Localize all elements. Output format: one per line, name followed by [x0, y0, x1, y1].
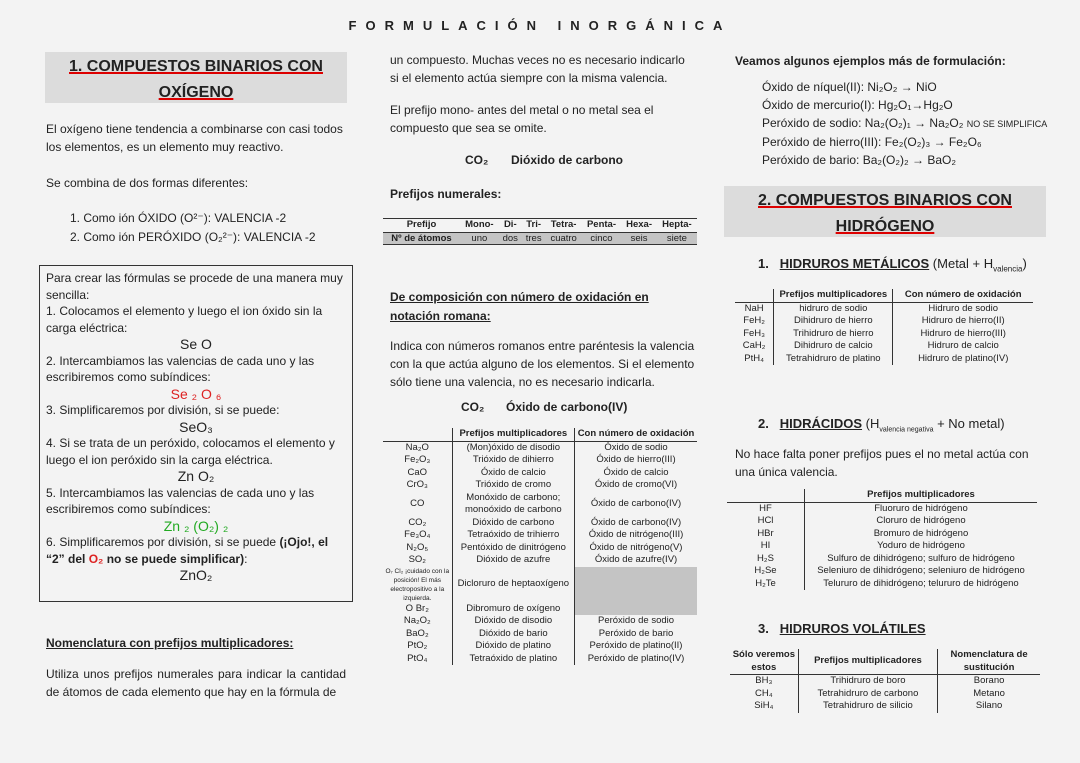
- table-header-row: [383, 428, 697, 441]
- table-row: [727, 565, 1037, 578]
- table-cell: Silano: [975, 700, 1003, 711]
- table-cell: NaH: [735, 302, 774, 315]
- table-cell: Peróxido de platino(IV): [587, 652, 685, 664]
- table-cell: Peróxido de platino(II): [589, 640, 683, 651]
- table-cell: SiH₄: [730, 700, 798, 713]
- table-cell: Fluoruro de hidrógeno: [874, 502, 968, 514]
- table-cell: Hidruro de sodio: [928, 302, 999, 314]
- table-row: [383, 542, 697, 555]
- table-row: [730, 688, 1040, 701]
- table-row: [727, 528, 1037, 541]
- forms-paragraph: Se combina de dos formas diferentes:: [46, 176, 249, 190]
- table-cell: [575, 567, 697, 603]
- table-cell: Peróxido de sodio: [597, 615, 675, 626]
- table-row: [727, 553, 1037, 566]
- table-cell: H₂Te: [727, 578, 805, 591]
- table-cell: Na₂O₂: [383, 615, 452, 628]
- table-row: [727, 502, 1037, 515]
- table-header-cell: Con número de oxidación: [575, 428, 697, 441]
- step-1: 1. Colocamos el elemento y luego el ion óxido sin la carga eléctrica:: [46, 304, 323, 335]
- table-cell: Dióxido de disodio: [452, 615, 574, 628]
- table-row: [735, 340, 1033, 353]
- section-1-heading: 1. COMPUESTOS BINARIOS CON OXÍGENO: [45, 52, 347, 103]
- table-cell: Óxido de nitrógeno(III): [588, 529, 684, 540]
- table-row: [730, 700, 1040, 713]
- example-name: Dióxido de carbono: [511, 153, 624, 167]
- prefix-header-cell: Tetra-: [546, 219, 582, 232]
- table-cell: Óxido de sodio: [604, 441, 668, 453]
- hidruros-metalicos-heading: 1. HIDRUROS METÁLICOS (Metal + $H_{valencia}$): [758, 256, 1027, 274]
- table-header-cell: [727, 489, 805, 502]
- table-header-cell: Nomenclatura de sustitución: [938, 649, 1040, 675]
- table-cell: Seleniuro de dihidrógeno; seleniuro de hidrógeno: [817, 565, 1025, 576]
- table-row: [727, 540, 1037, 553]
- example2-formula: CO₂: [461, 400, 485, 414]
- table-cell: Dicloruro de heptaoxígeno: [452, 567, 574, 603]
- table-cell: BH₃: [730, 675, 798, 688]
- table-cell: Telururo de dihidrógeno; telururo de hidrógeno: [823, 577, 1019, 589]
- table-cell: H₂Se: [727, 565, 805, 578]
- procedure-box: [39, 265, 353, 602]
- prefix-value-cell: cuatro: [550, 232, 577, 244]
- table-row: [383, 441, 697, 454]
- nomenclature-paragraph: Utiliza unos prefijos numerales para indicar la cantidad de átomos de cada elemento que hay en la fórmula de: [46, 667, 346, 699]
- mono-paragraph: El prefijo mono- antes del metal o no metal sea el compuesto que sea se omite.: [390, 103, 654, 135]
- table-header-cell: Prefijos multiplicadores: [798, 649, 938, 675]
- step-6: 6. Simplificaremos por división, si se puede (¡Ojo!, el “2” del O₂ no se puede simplificar):: [46, 535, 329, 566]
- table-cell: Yoduro de hidrógeno: [877, 540, 965, 551]
- table-cell: CaO: [383, 467, 452, 480]
- table-row: [727, 515, 1037, 528]
- table-cell: Óxido de carbono(IV): [590, 516, 682, 528]
- table-header-row: [727, 489, 1037, 502]
- table-row: [730, 675, 1040, 688]
- table-header-row: [735, 289, 1033, 302]
- table-cell: Hidruro de hierro(III): [920, 327, 1006, 339]
- table-cell: Trihidruro de boro: [798, 675, 938, 688]
- table-row: [727, 578, 1037, 591]
- step-3: 3. Simplificaremos por división, si se puede:: [46, 403, 280, 417]
- table-cell: HCl: [727, 515, 805, 528]
- table-header-cell: Con número de oxidación: [893, 289, 1033, 302]
- table-cell: PtH₄: [735, 353, 774, 366]
- table-cell: Dihidruro de hierro: [774, 315, 893, 328]
- table-cell: Dióxido de azufre: [452, 554, 574, 567]
- table-header-row: [730, 649, 1040, 675]
- table-cell: CaH₂: [735, 340, 774, 353]
- table-cell: Dibromuro de oxígeno: [452, 603, 574, 616]
- intro-paragraph: El oxígeno tiene tendencia a combinarse con casi todos los elementos, es un elemento muy reactivo.: [46, 122, 343, 154]
- table-row: [383, 640, 697, 653]
- table-cell: FeH₂: [735, 315, 774, 328]
- table-header-cell: Sólo veremos estos: [730, 649, 798, 675]
- table-row: [735, 328, 1033, 341]
- table-cell: PtO₂: [383, 640, 452, 653]
- table-row: [383, 603, 697, 616]
- section-2-heading: 2. COMPUESTOS BINARIOS CON HIDRÓGENO: [724, 186, 1046, 237]
- step-5: 5. Intercambiamos las valencias de cada uno y las escribiremos como subíndices:: [46, 485, 315, 516]
- formula-2: Se ₂ O ₆: [170, 385, 222, 402]
- table-cell: HBr: [727, 528, 805, 541]
- table-cell: Tetraóxido de trihierro: [452, 529, 574, 542]
- table-header-cell: Prefijos multiplicadores: [805, 489, 1038, 502]
- hidruros-metalicos-table: [735, 289, 1033, 365]
- table-cell: Pentóxido de dinitrógeno: [452, 542, 574, 555]
- hidruros-volatiles-table: [730, 649, 1040, 713]
- prefix-header-cell: Tri-: [522, 219, 546, 232]
- prefix-header-cell: Di-: [499, 219, 522, 232]
- prefix-header-cell: Penta-: [582, 219, 621, 232]
- table-cell: Tetrahidruro de platino: [774, 353, 893, 366]
- table-cell: Fe₂O₃: [383, 454, 452, 467]
- table-cell: CO₂: [383, 517, 452, 530]
- table-header-cell: [383, 428, 452, 441]
- table-row: [383, 492, 697, 517]
- hidruros-volatiles-heading: 3. HIDRUROS VOLÁTILES: [758, 621, 926, 636]
- prefix-paragraph: un compuesto. Muchas veces no es necesario indicarlo si el elemento actúa siempre con la misma valencia.: [390, 53, 685, 85]
- table-cell: Fe₃O₄: [383, 529, 452, 542]
- table-cell: FeH₃: [735, 328, 774, 341]
- prefix-header-cell: Hepta-: [657, 219, 697, 232]
- example-item: Óxido de mercurio(I): Hg₂O₁→Hg₂O: [762, 98, 953, 112]
- prefix-header-cell: Mono-: [460, 219, 499, 232]
- table-cell: hidruro de sodio: [774, 302, 893, 315]
- table-cell: H₂S: [727, 553, 805, 566]
- example2-name: Óxido de carbono(IV): [506, 400, 628, 414]
- nomenclature-heading: Nomenclatura con prefijos multiplicadores:: [46, 636, 294, 650]
- table-row: [383, 615, 697, 628]
- prefix-header-cell: Prefijo: [383, 219, 460, 232]
- table-cell: Dióxido de bario: [452, 628, 574, 641]
- formula-5: Zn ₂ (O₂) ₂: [163, 517, 229, 534]
- table-cell: Sulfuro de dihidrógeno; sulfuro de hidrógeno: [827, 552, 1015, 564]
- formula-4: Zn O₂: [177, 468, 215, 484]
- table-cell: Metano: [973, 687, 1005, 699]
- hidracidos-paragraph: No hace falta poner prefijos pues el no metal actúa con una única valencia.: [735, 447, 1029, 479]
- table-cell: Óxido de hierro(III): [596, 454, 676, 465]
- procedure-intro: Para crear las fórmulas se procede de una manera muy sencilla:: [46, 271, 343, 302]
- examples-list: [762, 78, 1047, 169]
- hidracidos-table: [727, 489, 1037, 590]
- table-cell: Na₂O: [383, 441, 452, 454]
- table-cell: CH₄: [730, 688, 798, 701]
- table-cell: CrO₃: [383, 479, 452, 492]
- table-cell: O₇ Cl₂ ¡cuidado con la posición! El más electropositivo a la izquierda.: [383, 567, 452, 603]
- formula-6: ZnO₂: [179, 567, 213, 583]
- step-2: 2. Intercambiamos las valencias de cada uno y las escribiremos como subíndices:: [46, 353, 315, 384]
- example-item: Peróxido de bario: Ba₂(O₂)₂ → BaO₂: [762, 153, 957, 167]
- example-formula: CO₂: [465, 153, 489, 167]
- table-cell: HI: [727, 540, 805, 553]
- table-cell: Trióxido de cromo: [452, 479, 574, 492]
- table-cell: Óxido de calcio: [452, 467, 574, 480]
- prefixes-table: [383, 218, 697, 245]
- table-cell: Dióxido de platino: [452, 640, 574, 653]
- table-row: [383, 567, 697, 603]
- prefix-value-cell: siete: [666, 232, 687, 244]
- oxides-table: [383, 428, 697, 665]
- table-row: [383, 454, 697, 467]
- table-cell: Monóxido de carbono; monoóxido de carbono: [452, 492, 574, 517]
- table-cell: O Br₂: [383, 603, 452, 616]
- prefix-header-cell: Hexa-: [621, 219, 657, 232]
- prefix-value-cell: Nº de átomos: [391, 232, 452, 244]
- table-row: [383, 529, 697, 542]
- table-cell: Peróxido de bario: [598, 627, 674, 639]
- formula-1: Se O: [180, 336, 212, 352]
- list-item: 2. Como ión PERÓXIDO (O₂²⁻): VALENCIA -2: [70, 230, 316, 244]
- step-4: 4. Si se trata de un peróxido, colocamos el elemento y luego el ion peróxido sin la carga eléctrica.: [46, 436, 335, 467]
- hidracidos-heading: 2. HIDRÁCIDOS ($H_{valencia negativa} + No$ metal): [758, 416, 1005, 434]
- page-title: FORMULACIÓN INORGÁNICA: [348, 18, 732, 33]
- table-cell: Óxido de carbono(IV): [590, 497, 682, 509]
- table-cell: Trihidruro de hierro: [774, 328, 893, 341]
- table-cell: Hidruro de hierro(II): [921, 315, 1005, 326]
- prefixes-heading: Prefijos numerales:: [390, 187, 502, 201]
- prefix-value-cell: uno: [471, 232, 488, 244]
- table-cell: Bromuro de hidrógeno: [873, 527, 969, 539]
- roman-paragraph: Indica con números romanos entre paréntesis la valencia con la que actúa alguno de los elementos. Si el elemento sólo tiene una valencia, no es necesario indicarla.: [390, 339, 695, 389]
- table-cell: CO: [383, 492, 452, 517]
- table-cell: BaO₂: [383, 628, 452, 641]
- formula-3: SeO₃: [179, 418, 213, 435]
- table-cell: (Mon)óxido de disodio: [452, 441, 574, 454]
- table-cell: Dióxido de carbono: [452, 517, 574, 530]
- table-cell: Cloruro de hidrógeno: [876, 515, 966, 526]
- table-cell: Óxido de calcio: [603, 466, 669, 478]
- table-header-cell: Prefijos multiplicadores: [452, 428, 574, 441]
- list-item: 1. Como ión ÓXIDO (O²⁻): VALENCIA -2: [70, 211, 287, 225]
- table-row: [735, 302, 1033, 315]
- table-row: [735, 315, 1033, 328]
- table-header-cell: Prefijos multiplicadores: [774, 289, 893, 302]
- prefix-value-cell: cinco: [590, 232, 613, 244]
- example-item: Peróxido de sodio: Na₂(O₂)₁ → Na₂O₂ NO SE SIMPLIFICA: [762, 116, 1048, 130]
- example-item: Óxido de níquel(II): Ni₂O₂ → NiO: [762, 80, 937, 94]
- table-cell: Hidruro de calcio: [927, 340, 999, 351]
- table-row: [383, 467, 697, 480]
- table-row: [383, 517, 697, 530]
- table-row: [383, 628, 697, 641]
- examples-heading: Veamos algunos ejemplos más de formulación:: [735, 54, 1006, 68]
- table-cell: Trióxido de dihierro: [452, 454, 574, 467]
- prefix-value-cell: seis: [630, 232, 648, 244]
- table-cell: Dihidruro de calcio: [774, 340, 893, 353]
- roman-heading: De composición con número de oxidación en notación romana:: [390, 290, 649, 323]
- prefix-value-cell: tres: [525, 232, 542, 244]
- table-cell: Tetraóxido de platino: [452, 653, 574, 666]
- table-cell: Hidruro de platino(IV): [918, 352, 1009, 364]
- table-cell: Tetrahidruro de carbono: [798, 688, 938, 701]
- table-row: [383, 653, 697, 666]
- table-header-cell: [735, 289, 774, 302]
- table-cell: HF: [727, 502, 805, 515]
- table-cell: [575, 603, 697, 616]
- prefix-value-cell: dos: [502, 232, 518, 244]
- table-cell: Borano: [973, 675, 1005, 686]
- example-item: Peróxido de hierro(III): Fe₂(O₂)₃ → Fe₂O₆: [762, 135, 982, 149]
- table-row: [383, 479, 697, 492]
- table-cell: Óxido de cromo(VI): [594, 479, 678, 490]
- table-cell: Óxido de nitrógeno(V): [589, 541, 683, 553]
- table-row: [383, 554, 697, 567]
- table-cell: SO₂: [383, 554, 452, 567]
- table-cell: PtO₄: [383, 653, 452, 666]
- table-row: [735, 353, 1033, 366]
- table-cell: Tetrahidruro de silicio: [798, 700, 938, 713]
- table-cell: Óxido de azufre(IV): [594, 554, 678, 565]
- table-cell: N₂O₅: [383, 542, 452, 555]
